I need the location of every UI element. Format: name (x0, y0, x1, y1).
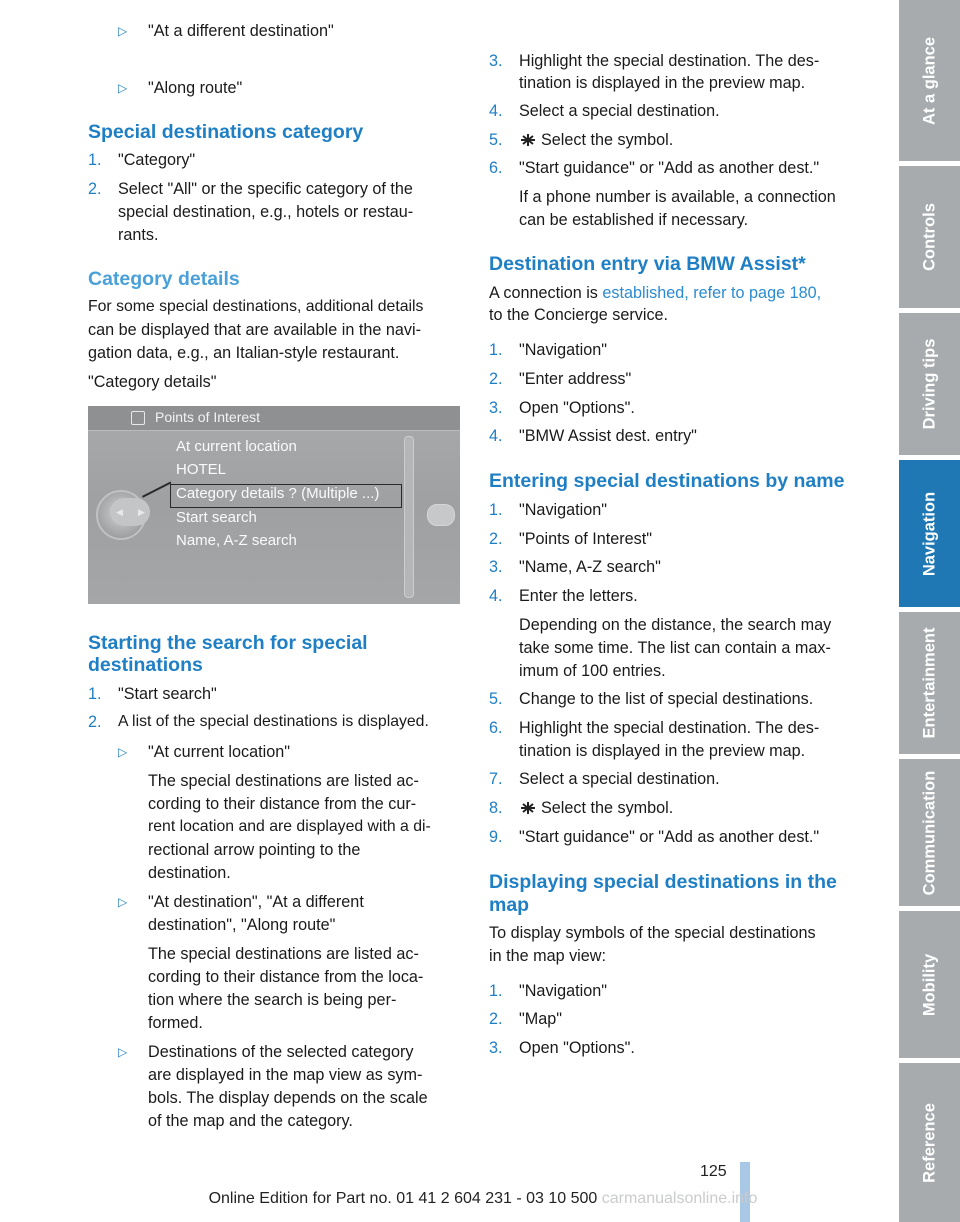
bullet-text: cording to their distance from the loca- (148, 968, 424, 986)
step-text: imum of 100 entries. (519, 662, 666, 680)
step-text: Highlight the special destination. The des- (519, 719, 820, 737)
step-number: 2. (489, 370, 503, 388)
step-number: 2. (88, 180, 102, 198)
section-heading: destinations (88, 654, 203, 676)
step-number: 5. (489, 131, 503, 149)
section-heading: Destination entry via BMW Assist* (489, 253, 806, 275)
step-number: 4. (489, 427, 503, 445)
step-text: Select a special destination. (519, 770, 720, 788)
step-text: "Start guidance" or "Add as another dest." (519, 159, 820, 177)
subsection-heading: Category details (88, 268, 240, 290)
paragraph: gation data, e.g., an Italian-style restaurant. (88, 344, 400, 362)
screen-title: Points of Interest (155, 409, 261, 425)
menu-item: Name, A-Z search (176, 532, 297, 549)
menu-item: HOTEL (176, 461, 227, 478)
tab-label: Reference (920, 1102, 938, 1183)
paragraph: To display symbols of the special destinations (489, 924, 816, 942)
tab-at-a-glance[interactable] (899, 0, 960, 161)
step-text: can be established if necessary. (519, 211, 749, 229)
tab-label: Communication (920, 770, 938, 895)
step-text-span: Select the symbol. (541, 799, 674, 817)
scrollbar (404, 436, 414, 598)
paragraph-span: A connection is (489, 284, 603, 302)
step-text: tination is displayed in the preview map. (519, 742, 806, 760)
bullet-text: destination", "Along route" (148, 916, 336, 934)
idrive-screen-image (88, 406, 460, 604)
bullet-text: of the map and the category. (148, 1112, 353, 1130)
tab-entertainment[interactable] (899, 612, 960, 754)
bullet-icon: ▷ (118, 745, 128, 759)
step-number: 3. (489, 52, 503, 70)
bullet-text: "At destination", "At a different (148, 893, 364, 911)
step-text: Select "All" or the specific category of the (118, 180, 413, 198)
step-number: 3. (489, 399, 503, 417)
tab-label: Mobility (920, 953, 938, 1016)
tab-mobility[interactable] (899, 911, 960, 1058)
footer-text (88, 1190, 878, 1208)
step-number: 4. (489, 587, 503, 605)
poi-icon (131, 411, 145, 425)
bullet-text: destination. (148, 864, 231, 882)
flag-symbol-icon (519, 133, 537, 147)
step-number: 1. (489, 341, 503, 359)
bullet-text: Destinations of the selected category (148, 1043, 414, 1061)
paragraph: "Category details" (88, 373, 217, 391)
step-number: 8. (489, 799, 503, 817)
tab-navigation[interactable] (899, 460, 960, 607)
flag-symbol-icon (519, 801, 537, 815)
step-text: "Navigation" (519, 982, 607, 1000)
section-heading: Special destinations category (88, 121, 364, 143)
bullet-text: formed. (148, 1014, 203, 1032)
bullet-icon: ▷ (118, 1045, 128, 1059)
step-text: Enter the letters. (519, 587, 638, 605)
paragraph: to the Concierge service. (489, 306, 669, 324)
tab-label: Driving tips (920, 338, 938, 430)
step-text: Select a special destination. (519, 102, 720, 120)
step-text: Open "Options". (519, 1039, 635, 1057)
step-number: 6. (489, 719, 503, 737)
bullet-icon: ▷ (118, 24, 128, 38)
menu-item-selected: Category details ? (Multiple ...) (176, 485, 380, 502)
tab-reference[interactable] (899, 1063, 960, 1222)
step-text: rants. (118, 226, 159, 244)
step-number: 9. (489, 828, 503, 846)
bullet-text: tion where the search is being per- (148, 991, 397, 1009)
chapter-tab-sidebar (899, 0, 960, 1222)
step-text-span: Select the symbol. (541, 131, 674, 149)
tab-label: At a glance (920, 36, 938, 125)
footer-edition: Online Edition for Part no. 01 41 2 604 231 - 03 10 500 (208, 1190, 598, 1207)
tab-label: Navigation (920, 491, 938, 576)
step-number: 2. (489, 1010, 503, 1028)
step-text: Change to the list of special destinations. (519, 690, 814, 708)
step-text (519, 129, 673, 152)
section-heading: Entering special destinations by name (489, 470, 845, 492)
menu-item: Start search (176, 509, 257, 526)
bullet-text: bols. The display depends on the scale (148, 1089, 428, 1107)
bullet-text: are displayed in the map view as sym- (148, 1066, 423, 1084)
step-number: 2. (88, 713, 102, 731)
tab-label: Entertainment (920, 627, 938, 739)
section-heading: map (489, 894, 530, 916)
step-text: If a phone number is available, a connection (519, 188, 836, 206)
tab-controls[interactable] (899, 166, 960, 308)
arrow-left-icon: ◀ (116, 507, 123, 517)
page-number: 125 (700, 1163, 727, 1180)
step-number: 1. (88, 151, 102, 169)
option-button (427, 504, 455, 526)
bullet-text: cording to their distance from the cur- (148, 795, 417, 813)
pointer-line (142, 481, 171, 497)
step-text: Depending on the distance, the search may (519, 616, 832, 634)
bullet-text: rent location and are displayed with a di- (148, 818, 431, 835)
bullet-icon: ▷ (118, 81, 128, 95)
step-text (519, 797, 673, 820)
step-number: 1. (88, 685, 102, 703)
step-number: 6. (489, 159, 503, 177)
step-text: "Start search" (118, 685, 217, 703)
step-text: "Enter address" (519, 370, 632, 388)
step-text: Open "Options". (519, 399, 635, 417)
step-text: "Navigation" (519, 341, 607, 359)
bullet-text: The special destinations are listed ac- (148, 945, 419, 963)
step-text: "Category" (118, 151, 196, 169)
bullet-text: "At current location" (148, 743, 290, 761)
paragraph: in the map view: (489, 947, 606, 965)
tab-driving-tips[interactable] (899, 313, 960, 455)
step-number: 5. (489, 690, 503, 708)
step-number: 4. (489, 102, 503, 120)
bullet-text: The special destinations are listed ac- (148, 772, 419, 790)
paragraph: For some special destinations, additional details (88, 298, 424, 315)
paragraph: can be displayed that are available in the navi- (88, 321, 421, 339)
step-number: 3. (489, 1039, 503, 1057)
step-text: special destination, e.g., hotels or restau- (118, 203, 414, 221)
step-text: "Start guidance" or "Add as another dest." (519, 828, 820, 846)
tab-communication[interactable] (899, 759, 960, 906)
bullet-text: "Along route" (148, 79, 243, 97)
step-text: "Name, A-Z search" (519, 558, 661, 576)
step-text: "Points of Interest" (519, 530, 652, 548)
step-text: Highlight the special destination. The des- (519, 52, 820, 70)
step-number: 1. (489, 982, 503, 1000)
step-text: "Map" (519, 1010, 562, 1028)
menu-item: At current location (176, 438, 297, 455)
step-text: tination is displayed in the preview map. (519, 74, 806, 92)
step-text: A list of the special destinations is displayed. (118, 713, 429, 730)
section-heading: Starting the search for special (88, 632, 368, 654)
bullet-text: rectional arrow pointing to the (148, 841, 361, 859)
step-number: 2. (489, 530, 503, 548)
tab-label: Controls (920, 203, 938, 271)
bullet-text: "At a different destination" (148, 22, 334, 40)
step-text: take some time. The list can contain a max- (519, 639, 831, 657)
step-number: 7. (489, 770, 503, 788)
step-text: "Navigation" (519, 501, 607, 519)
page-reference-link[interactable]: established, refer to page 180, (602, 284, 822, 302)
bullet-icon: ▷ (118, 895, 128, 909)
step-text: "BMW Assist dest. entry" (519, 427, 697, 445)
step-number: 1. (489, 501, 503, 519)
paragraph (489, 282, 821, 305)
watermark: carmanualsonline.info (601, 1190, 758, 1207)
step-number: 3. (489, 558, 503, 576)
arrow-right-icon: ▶ (138, 507, 145, 517)
section-heading: Displaying special destinations in the (489, 871, 837, 893)
